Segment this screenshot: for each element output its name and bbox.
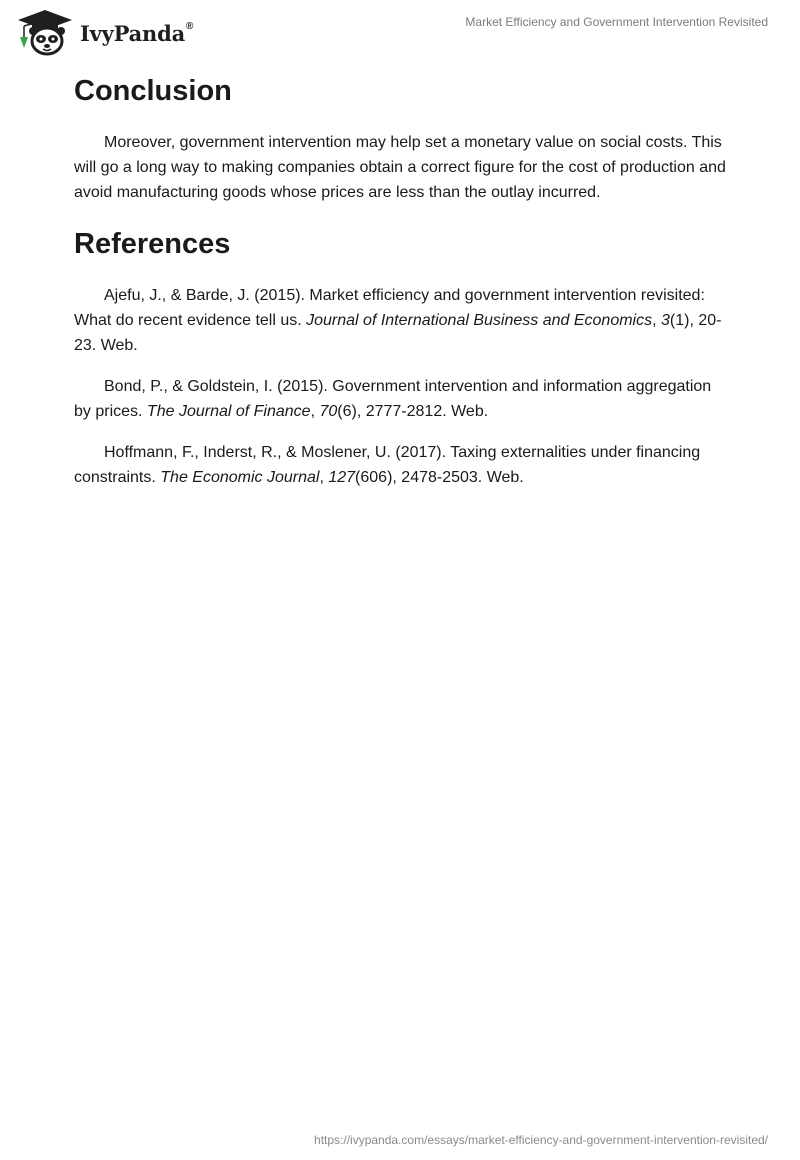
reference-item: Ajefu, J., & Barde, J. (2015). Market efficiency and government intervention revisited: What do recent evidence tell us. Journal of International Business and Economics, 3(1), 20-23. Web.	[74, 287, 722, 354]
conclusion-heading: Conclusion	[74, 75, 232, 107]
reference-item: Hoffmann, F., Inderst, R., & Moslener, U. (2017). Taxing externalities under financing constraints. The Economic Journal, 127(606), 2478-2503. Web.	[74, 444, 701, 486]
references-section	[74, 225, 726, 490]
conclusion-section	[74, 72, 726, 205]
reference-item: Bond, P., & Goldstein, I. (2015). Government intervention and information aggregation by prices. The Journal of Finance, 70(6), 2777-2812. Web.	[74, 378, 712, 420]
footer-url[interactable]: https://ivypanda.com/essays/market-efficiency-and-government-intervention-revisited/	[314, 1133, 768, 1147]
page-header	[0, 0, 800, 60]
references-heading: References	[74, 228, 231, 260]
ivypanda-logo[interactable]	[16, 8, 193, 56]
brand-name: IvyPanda®	[80, 20, 194, 46]
running-title: Market Efficiency and Government Intervention Revisited	[465, 15, 768, 29]
panda-graduation-cap-icon	[16, 8, 74, 56]
document-body	[74, 72, 726, 490]
conclusion-paragraph: Moreover, government intervention may help set a monetary value on social costs. This will go a long way to making companies obtain a correct figure for the cost of production and avoid manufacturing goods whose prices are less than the outlay incurred.	[74, 134, 726, 201]
